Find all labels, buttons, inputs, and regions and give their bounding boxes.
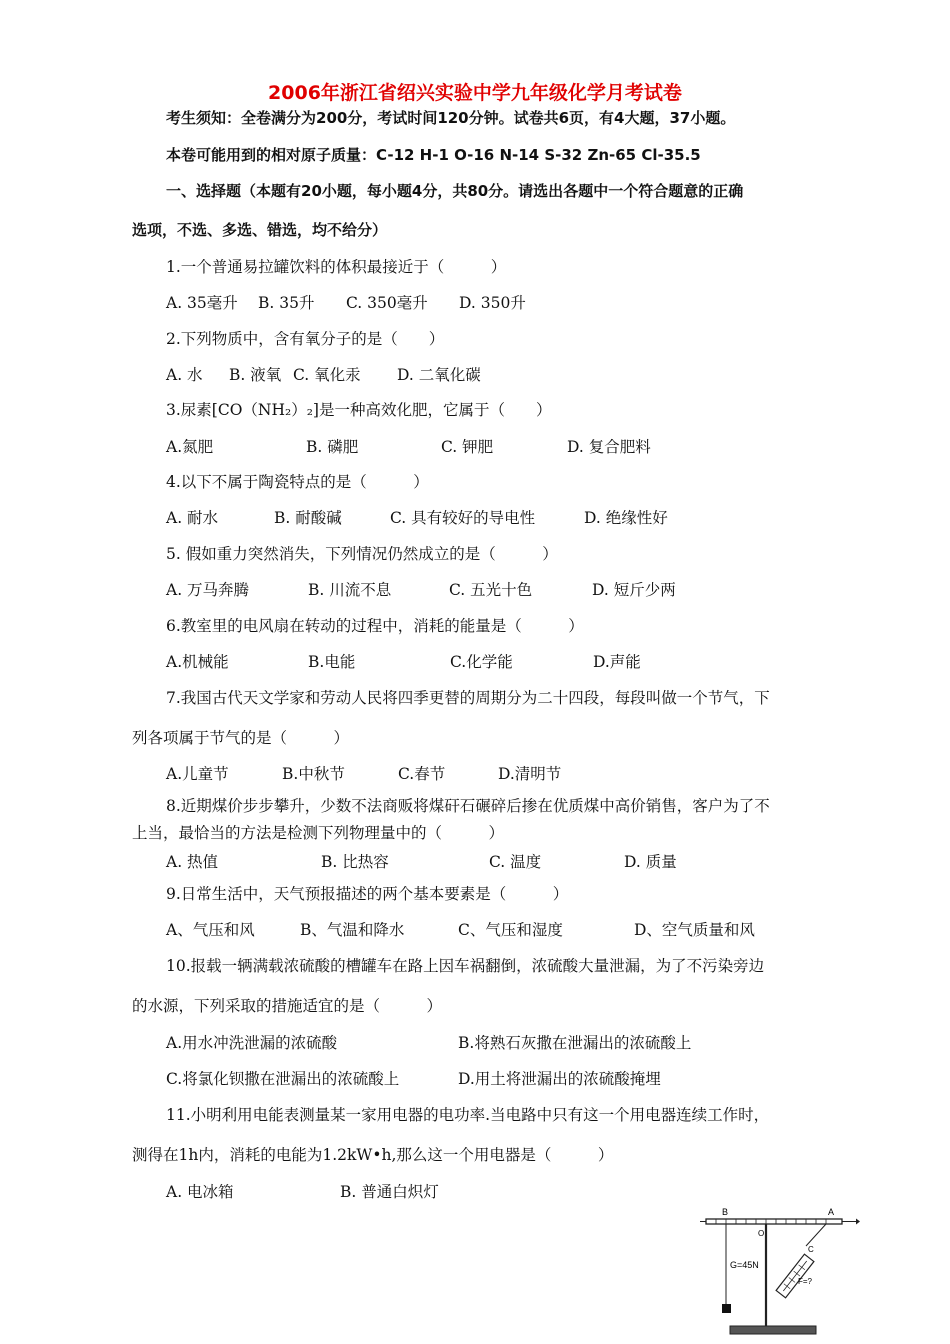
- q7-option-b: B.中秋节: [282, 765, 345, 783]
- point-c-label: C: [808, 1245, 814, 1254]
- q10-option-c: C.将氯化钡撒在泄漏出的浓硫酸上: [166, 1070, 400, 1088]
- q11-stem-line2: 测得在1h内，消耗的电能为1.2kW•h,那么这一个用电器是（ ）: [132, 1146, 614, 1164]
- q9-option-d: D、空气质量和风: [634, 921, 755, 939]
- q6-option-b: B.电能: [308, 653, 356, 671]
- section1-heading-line1: 一、选择题（本题有20小题，每小题4分，共80分。请选出各题中一个符合题意的正确: [166, 182, 744, 200]
- q9-stem: 9.日常生活中，天气预报描述的两个基本要素是（ ）: [166, 885, 569, 903]
- q3-option-a: A.氮肥: [166, 438, 214, 456]
- q4-option-c: C. 具有较好的导电性: [390, 509, 536, 527]
- exam-notice: 考生须知：全卷满分为200分，考试时间120分钟。试卷共6页，有4大题，37小题。: [166, 109, 736, 127]
- q5-option-d: D. 短斤少两: [592, 581, 676, 599]
- point-a-label: A: [828, 1207, 835, 1217]
- q5-option-b: B. 川流不息: [308, 581, 392, 599]
- q2-option-a: A. 水: [166, 366, 203, 384]
- q10-stem-line1: 10.报载一辆满载浓硫酸的槽罐车在路上因车祸翻倒，浓硫酸大量泄漏，为了不污染旁边: [166, 957, 765, 975]
- q1-option-d: D. 350升: [459, 294, 526, 312]
- q5-option-a: A. 万马奔腾: [166, 581, 250, 599]
- q2-option-c: C. 氧化汞: [293, 366, 361, 384]
- q4-stem: 4.以下不属于陶瓷特点的是（ ）: [166, 473, 429, 491]
- q4-option-d: D. 绝缘性好: [584, 509, 668, 527]
- q5-option-c: C. 五光十色: [449, 581, 533, 599]
- q10-option-a: A.用水冲洗泄漏的浓硫酸: [166, 1034, 338, 1052]
- stand-base: [730, 1326, 816, 1334]
- q11-option-b: B. 普通白炽灯: [340, 1183, 439, 1201]
- q8-option-b: B. 比热容: [321, 853, 389, 871]
- q4-option-a: A. 耐水: [166, 509, 219, 527]
- point-b-label: B: [722, 1207, 729, 1217]
- q9-option-a: A、气压和风: [166, 921, 255, 939]
- weight-block: [722, 1304, 731, 1313]
- q6-stem: 6.教室里的电风扇在转动的过程中，消耗的能量是（ ）: [166, 617, 584, 635]
- scale-string: [806, 1224, 826, 1246]
- q3-option-b: B. 磷肥: [306, 438, 359, 456]
- q11-option-a: A. 电冰箱: [166, 1183, 234, 1201]
- q7-option-d: D.清明节: [498, 765, 562, 783]
- q2-stem: 2.下列物质中，含有氧分子的是（ ）: [166, 330, 445, 348]
- q11-stem-line1: 11.小明利用电能表测量某一家用电器的电功率.当电路中只有这一个用电器连续工作时，: [166, 1106, 770, 1124]
- q8-option-a: A. 热值: [166, 853, 219, 871]
- q6-option-c: C.化学能: [450, 653, 513, 671]
- q1-option-a: A. 35毫升: [166, 294, 238, 312]
- q1-option-b: B. 35升: [258, 294, 315, 312]
- atomic-masses: 本卷可能用到的相对原子质量：C-12 H-1 O-16 N-14 S-32 Zn-65 Cl-35.5: [166, 146, 701, 164]
- q10-option-d: D.用土将泄漏出的浓硫酸掩埋: [458, 1070, 661, 1088]
- q2-option-b: B. 液氧: [229, 366, 282, 384]
- q10-stem-line2: 的水源，下列采取的措施适宜的是（ ）: [132, 997, 443, 1015]
- q7-stem-line1: 7.我国古代天文学家和劳动人民将四季更替的周期分为二十四段，每段叫做一个节气，下: [166, 689, 770, 707]
- q8-stem-line2: 上当，最恰当的方法是检测下列物理量中的（ ）: [132, 824, 505, 842]
- section1-heading-line2: 选项，不选、多选、错选，均不给分）: [132, 221, 388, 239]
- q8-option-c: C. 温度: [489, 853, 542, 871]
- q9-option-c: C、气压和湿度: [458, 921, 563, 939]
- q10-option-b: B.将熟石灰撒在泄漏出的浓硫酸上: [458, 1034, 692, 1052]
- q3-option-d: D. 复合肥料: [567, 438, 651, 456]
- q7-option-a: A.儿童节: [166, 765, 229, 783]
- spring-scale: [776, 1254, 814, 1298]
- q5-stem: 5. 假如重力突然消失，下列情况仍然成立的是（ ）: [166, 545, 558, 563]
- q3-option-c: C. 钾肥: [441, 438, 494, 456]
- q3-stem: 3.尿素[CO（NH₂）₂]是一种高效化肥，它属于（ ）: [166, 401, 552, 419]
- force-label: F=?: [798, 1277, 813, 1286]
- q6-option-d: D.声能: [593, 653, 641, 671]
- q8-option-d: D. 质量: [624, 853, 677, 871]
- q6-option-a: A.机械能: [166, 653, 229, 671]
- exam-title: 2006年浙江省绍兴实验中学九年级化学月考试卷: [268, 82, 682, 104]
- q1-stem: 1.一个普通易拉罐饮料的体积最接近于（ ）: [166, 258, 507, 276]
- q1-option-c: C. 350毫升: [346, 294, 428, 312]
- lever-diagram: [700, 1206, 860, 1340]
- q8-stem-line1: 8.近期煤价步步攀升，少数不法商贩将煤矸石碾碎后掺在优质煤中高价销售，客户为了不: [166, 797, 770, 815]
- pivot-o-label: O: [758, 1229, 765, 1238]
- weight-label: G=45N: [730, 1260, 759, 1270]
- q2-option-d: D. 二氧化碳: [397, 366, 481, 384]
- q7-option-c: C.春节: [398, 765, 446, 783]
- q4-option-b: B. 耐酸碱: [274, 509, 342, 527]
- q7-stem-line2: 列各项属于节气的是（ ）: [132, 729, 350, 747]
- q9-option-b: B、气温和降水: [300, 921, 405, 939]
- lever-bar: [706, 1219, 842, 1224]
